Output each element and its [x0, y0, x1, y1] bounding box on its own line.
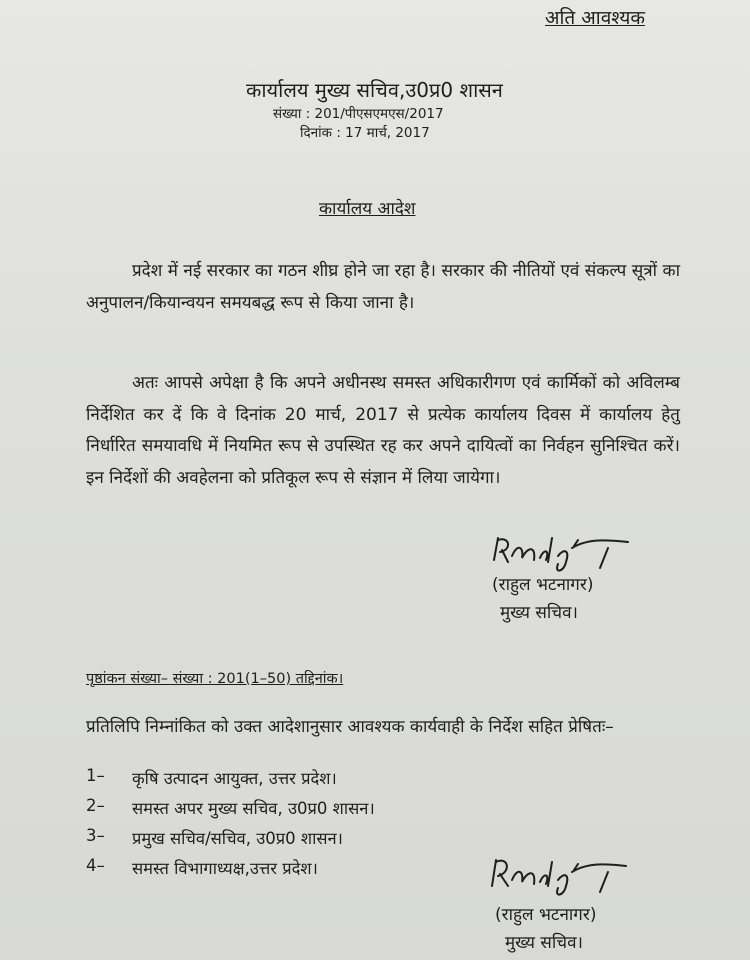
list-item-number: 3– [86, 826, 105, 845]
list-item [86, 856, 375, 886]
reference-number: संख्या : 201/पीएसएमएस/2017 [273, 106, 444, 122]
urgency-label: अति आवश्यक [545, 7, 645, 29]
list-item [86, 826, 375, 856]
recipient-list [86, 766, 375, 886]
order-paragraph-1 [86, 256, 680, 319]
list-item-number: 1– [86, 766, 105, 785]
office-heading: कार्यालय मुख्य सचिव,उ0प्र0 शासन [246, 78, 503, 102]
handwritten-signature-1 [488, 528, 648, 578]
paragraph-1-text: प्रदेश में नई सरकार का गठन शीघ्र होने जा रहा है। सरकार की नीतियों एवं संकल्प सूत्रों का अनुपालन/कियान्वयन समयबद्ध रूप से किया जाना है। [86, 261, 680, 313]
signatory-name-1: (राहुल भटनागर) [492, 575, 594, 595]
list-item-text: समस्त विभागाध्यक्ष,उत्तर प्रदेश। [132, 859, 318, 878]
signatory-designation-1: मुख्य सचिव। [500, 603, 578, 623]
endorsement-number: पृष्ठांकन संख्या– संख्या : 201(1–50) तद्दिनांक। [86, 671, 344, 687]
list-item [86, 796, 375, 826]
handwritten-signature-2 [484, 850, 644, 902]
order-paragraph-2 [86, 368, 680, 494]
signatory-name-2: (राहुल भटनागर) [495, 905, 597, 925]
list-item-text: समस्त अपर मुख्य सचिव, उ0प्र0 शासन। [132, 799, 375, 818]
list-item-number: 4– [86, 856, 105, 875]
signatory-designation-2: मुख्य सचिव। [505, 933, 583, 953]
issue-date: दिनांक : 17 मार्च, 2017 [300, 125, 430, 141]
list-item-text: कृषि उत्पादन आयुक्त, उत्तर प्रदेश। [132, 769, 337, 788]
copy-to-text: प्रतिलिपि निम्नांकित को उक्त आदेशानुसार आवश्यक कार्यवाही के निर्देश सहित प्रेषितः– [86, 717, 614, 737]
paragraph-2-text: अतः आपसे अपेक्षा है कि अपने अधीनस्थ समस्त अधिकारीगण एवं कार्मिकों को अविलम्ब निर्देशित कर दें कि वे दिनांक 20 मार्च, 2017 से प्रत्येक कार्यालय दिवस में कार्यालय हेतु निर्धारित समयावधि में नियमित रूप से उपस्थित रह कर अपने दायित्वों का निर्वहन सुनिश्चित करें। इन निर्देशों की अवहेलना को प्रतिकूल रूप से संज्ञान में लिया जायेगा। [86, 373, 680, 488]
order-title: कार्यालय आदेश [319, 199, 416, 219]
list-item-number: 2– [86, 796, 105, 815]
list-item [86, 766, 375, 796]
list-item-text: प्रमुख सचिव/सचिव, उ0प्र0 शासन। [132, 829, 343, 848]
